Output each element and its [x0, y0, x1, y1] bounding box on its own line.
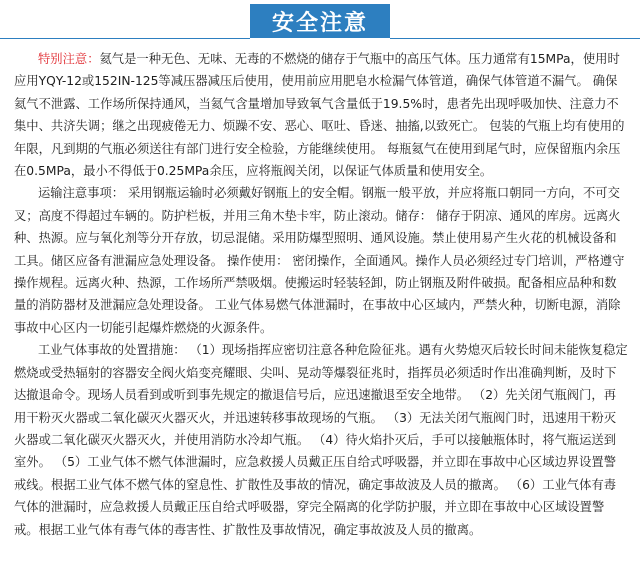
page-title: 安全注意: [271, 10, 368, 36]
special-notice-text: 氦气是一种无色、无味、无毒的不燃烧的储存于气瓶中的高压气体。压力通常有15MPa，使用时应用YQY-12或152IN-125等减压器减压后使用，使用前应用肥皂水检漏气体管道，确保气体管道不漏气。 确保氦气不泄露、工作场所保持通风，当氦气含量增加导致氧气含量低于19.5%时，患者先出现呼吸加快、注意力不集中、共济失调；继之出现疲倦无力、烦躁不安、恶心、呕吐、昏迷、抽搐,以致死亡。 包装的气瓶上均有使用的年限，凡到期的气瓶必须送往有部门进行安全检验，方能继续使用。 每瓶氦气在使用到尾气时，应保留瓶内余压在0.5MPa，最小不得低于0.25MPa余压，应将瓶阀关闭，以保证气体质量和使用安全。: [14, 52, 625, 179]
safety-content: [14, 48, 628, 541]
special-notice-paragraph: [14, 48, 628, 182]
title-box: [250, 4, 390, 38]
emergency-text: 工业气体事故的处置措施： （1）现场指挥应密切注意各种危险征兆。遇有火势熄灭后较长时间未能恢复稳定燃烧或受热辐射的容器安全阀火焰变亮耀眼、尖叫、晃动等爆裂征兆时，指挥员必须适时作出准确判断，及时下达撤退命令。现场人员看到或听到事先规定的撤退信号后，应迅速撤退至安全地带。 （2）先关闭气瓶阀门，再用干粉灭火器或二氧化碳灭火器灭火，并迅速转移事故现场的气瓶。 （3）无法关闭气瓶阀门时，迅速用干粉灭火器或二氧化碳灭火器灭火，并使用消防水冷却气瓶。 （4）待火焰扑灭后，手可以接触瓶体时，将气瓶运送到室外。 （5）工业气体不燃气体泄漏时，应急救援人员戴正压自给式呼吸器，并立即在事故中心区域边界设置警戒线。根据工业气体不燃气体的窒息性、扩散性及事故的情况，确定事故波及人员的撤离。 （6）工业气体有毒气体的泄漏时，应急救援人员戴正压自给式呼吸器，穿完全隔离的化学防护服，并立即在事故中心区域设置警戒。根据工业气体有毒气体的毒害性、扩散性及事故情况，确定事故波及人员的撤离。: [14, 343, 628, 537]
transport-paragraph: [14, 182, 628, 339]
transport-text: 运输注意事项： 采用钢瓶运输时必须戴好钢瓶上的安全帽。钢瓶一般平放，并应将瓶口朝同一方向，不可交叉；高度不得超过车辆的。防护栏板，并用三角木垫卡牢，防止滚动。储存： 储存于阴凉、通风的库房。远离火种、热源。应与氧化剂等分开存放，切忌混储。采用防爆型照明、通风设施。禁止使用易产生火花的机械设备和工具。储区应备有泄漏应急处理设备。 操作使用： 密闭操作，全面通风。操作人员必须经过专门培训，严格遵守操作规程。远离火种、热源，工作场所严禁吸烟。使搬运时轻装轻卸，防止钢瓶及附件破损。配备相应品种和数量的消防器材及泄漏应急处理设备。 工业气体易燃气体泄漏时，在事故中心区域内，严禁火种，切断电源，消除事故中心区内一切能引起爆炸燃烧的火源条件。: [14, 186, 625, 335]
banner-line-left: [0, 38, 250, 39]
emergency-paragraph: [14, 339, 628, 541]
banner-line-right: [390, 38, 640, 39]
title-banner: [0, 0, 640, 40]
special-notice-label: 特别注意：: [38, 52, 100, 66]
